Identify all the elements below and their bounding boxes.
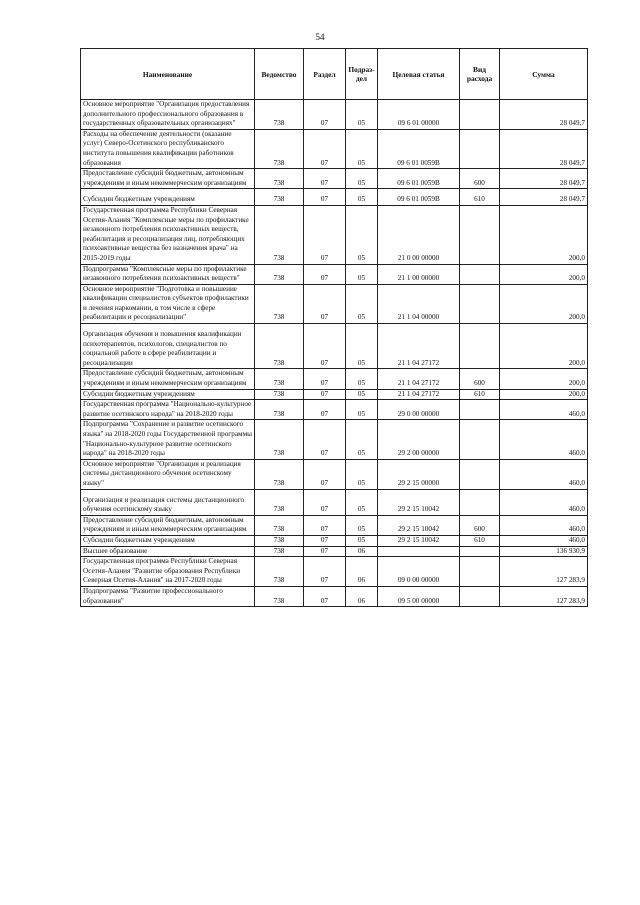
row-dept: 738 [255, 546, 304, 557]
table-row [81, 129, 588, 168]
row-section: 07 [304, 557, 346, 587]
row-dept: 738 [255, 586, 304, 606]
row-section: 07 [304, 400, 346, 420]
row-exp-type [460, 546, 500, 557]
row-sum: 127 283,9 [500, 557, 588, 587]
row-name: Субсидии бюджетным учреждениям [81, 535, 255, 546]
row-dept: 738 [255, 459, 304, 489]
row-subsection: 06 [346, 586, 378, 606]
row-sum: 200,0 [500, 389, 588, 400]
row-dept: 738 [255, 557, 304, 587]
row-name: Организация и реализация системы дистанционного обучения осетинскому языку [81, 489, 255, 515]
row-dept: 738 [255, 515, 304, 535]
row-exp-type [460, 459, 500, 489]
row-target: 29 2 15 00000 [378, 459, 460, 489]
row-sum: 460,0 [500, 400, 588, 420]
row-dept: 738 [255, 189, 304, 206]
row-exp-type [460, 586, 500, 606]
row-section: 07 [304, 489, 346, 515]
row-sum: 28 049,7 [500, 100, 588, 130]
row-sum: 136 930,9 [500, 546, 588, 557]
row-target: 29 2 15 10042 [378, 515, 460, 535]
row-dept: 738 [255, 535, 304, 546]
table-body [81, 100, 588, 607]
row-subsection: 05 [346, 389, 378, 400]
row-name: Подпрограмма "Развитие профессионального образования" [81, 586, 255, 606]
row-section: 07 [304, 459, 346, 489]
row-name: Организация обучения и повышения квалификации психотерапевтов, психологов, специалистов по социальной работе в сфере реабилитации и ресоциализации [81, 324, 255, 369]
table-row [81, 586, 588, 606]
row-dept: 738 [255, 489, 304, 515]
row-subsection: 05 [346, 205, 378, 264]
row-sum: 460,0 [500, 535, 588, 546]
row-target: 21 1 00 00000 [378, 264, 460, 284]
row-section: 07 [304, 100, 346, 130]
row-exp-type [460, 489, 500, 515]
row-sum: 460,0 [500, 459, 588, 489]
row-target: 09 6 01 0059В [378, 129, 460, 168]
table-row [81, 420, 588, 459]
row-subsection: 06 [346, 557, 378, 587]
row-name: Предоставление субсидий бюджетным, автономным учреждениям и иным некоммерческим организациям [81, 169, 255, 189]
table-row [81, 535, 588, 546]
row-section: 07 [304, 389, 346, 400]
row-sum: 200,0 [500, 284, 588, 323]
row-name: Государственная программа Республики Северная Осетия-Алания "Комплексные меры по профилактике незаконного потребления психоактивных веществ, реабилитация и ресоциализация лиц, потребляющих психоактивные вещества без назначения врача" на 2015-2019 годы [81, 205, 255, 264]
budget-table [80, 48, 588, 607]
table-row [81, 459, 588, 489]
row-target: 21 0 00 00000 [378, 205, 460, 264]
row-sum: 28 049,7 [500, 189, 588, 206]
row-dept: 738 [255, 284, 304, 323]
header-dept: Ведомство [255, 49, 304, 100]
row-exp-type [460, 400, 500, 420]
table-header-row [81, 49, 588, 100]
row-dept: 738 [255, 129, 304, 168]
row-section: 07 [304, 586, 346, 606]
row-name: Предоставление субсидий бюджетным, автономным учреждениям и иным некоммерческим организациям [81, 515, 255, 535]
table-row [81, 284, 588, 323]
header-section: Раздел [304, 49, 346, 100]
row-subsection: 05 [346, 535, 378, 546]
row-exp-type: 610 [460, 389, 500, 400]
row-dept: 738 [255, 205, 304, 264]
row-subsection: 05 [346, 515, 378, 535]
row-sum: 200,0 [500, 324, 588, 369]
row-target: 21 1 04 27172 [378, 389, 460, 400]
row-dept: 738 [255, 169, 304, 189]
row-name: Предоставление субсидий бюджетным, автономным учреждениям и иным некоммерческим организациям [81, 369, 255, 389]
table-row [81, 100, 588, 130]
row-exp-type [460, 129, 500, 168]
table-row [81, 324, 588, 369]
row-name: Субсидии бюджетным учреждениям [81, 189, 255, 206]
row-name: Субсидии бюджетным учреждениям [81, 389, 255, 400]
row-exp-type: 610 [460, 189, 500, 206]
row-subsection: 06 [346, 546, 378, 557]
row-exp-type: 600 [460, 369, 500, 389]
row-sum: 28 049,7 [500, 169, 588, 189]
page-number: 54 [315, 32, 325, 42]
row-subsection: 05 [346, 129, 378, 168]
row-section: 07 [304, 129, 346, 168]
row-name: Государственная программа "Национально-культурное развитие осетинского народа" на 2018-2020 годы [81, 400, 255, 420]
header-exp-type: Вид расхода [460, 49, 500, 100]
row-exp-type [460, 324, 500, 369]
header-name: Наименование [81, 49, 255, 100]
row-name: Основное мероприятие "Организация и реализация системы дистанционного обучения осетинскому языку" [81, 459, 255, 489]
row-section: 07 [304, 205, 346, 264]
row-name: Основное мероприятие "Подготовка и повышение квалификации специалистов субъектов профилактики и лечения наркомании, в том числе в сфере реабилитации и ресоциализации" [81, 284, 255, 323]
row-section: 07 [304, 189, 346, 206]
row-subsection: 05 [346, 264, 378, 284]
row-target: 29 2 00 00000 [378, 420, 460, 459]
row-name: Расходы на обеспечение деятельности (оказание услуг) Северо-Осетинского республиканского института повышения квалификации работников образования [81, 129, 255, 168]
table-row [81, 400, 588, 420]
row-name: Подпрограмма "Сохранение и развитие осетинского языка" на 2018-2020 годы Государственной программы "Национально-культурное развитие осетинского народа" на 2018-2020 годы [81, 420, 255, 459]
table-row [81, 515, 588, 535]
row-subsection: 05 [346, 369, 378, 389]
row-exp-type: 610 [460, 535, 500, 546]
row-dept: 738 [255, 369, 304, 389]
row-dept: 738 [255, 389, 304, 400]
table-row [81, 264, 588, 284]
row-section: 07 [304, 546, 346, 557]
row-target: 29 2 15 10042 [378, 535, 460, 546]
row-name: Государственная программа Республики Северная Осетия-Алания "Развитие образования Республики Северная Осетия-Алания" на 2017-2020 годы [81, 557, 255, 587]
row-target [378, 546, 460, 557]
row-exp-type: 600 [460, 515, 500, 535]
row-section: 07 [304, 369, 346, 389]
row-dept: 738 [255, 420, 304, 459]
row-sum: 200,0 [500, 205, 588, 264]
header-sum: Сумма [500, 49, 588, 100]
row-sum: 127 283,9 [500, 586, 588, 606]
row-dept: 738 [255, 264, 304, 284]
row-target: 21 1 04 00000 [378, 284, 460, 323]
row-subsection: 05 [346, 420, 378, 459]
row-target: 09 0 00 00000 [378, 557, 460, 587]
row-subsection: 05 [346, 489, 378, 515]
row-dept: 738 [255, 324, 304, 369]
row-section: 07 [304, 324, 346, 369]
header-target: Целевая статья [378, 49, 460, 100]
row-subsection: 05 [346, 284, 378, 323]
table-row [81, 169, 588, 189]
row-subsection: 05 [346, 100, 378, 130]
row-exp-type [460, 420, 500, 459]
row-exp-type: 600 [460, 169, 500, 189]
row-section: 07 [304, 515, 346, 535]
table-row [81, 389, 588, 400]
row-exp-type [460, 264, 500, 284]
row-target: 09 5 00 00000 [378, 586, 460, 606]
table-row [81, 205, 588, 264]
row-target: 29 2 15 10042 [378, 489, 460, 515]
row-name: Основное мероприятие "Организация предоставления дополнительного профессионального образования в государственных образовательных организациях" [81, 100, 255, 130]
row-subsection: 05 [346, 169, 378, 189]
row-dept: 738 [255, 100, 304, 130]
row-exp-type [460, 100, 500, 130]
table-row [81, 546, 588, 557]
row-name: Высшее образование [81, 546, 255, 557]
row-sum: 460,0 [500, 420, 588, 459]
row-subsection: 05 [346, 400, 378, 420]
row-target: 09 6 01 0059В [378, 189, 460, 206]
row-target: 29 0 00 00000 [378, 400, 460, 420]
row-section: 07 [304, 284, 346, 323]
row-target: 09 6 01 00000 [378, 100, 460, 130]
table-row [81, 557, 588, 587]
row-subsection: 05 [346, 189, 378, 206]
row-sum: 460,0 [500, 515, 588, 535]
row-exp-type [460, 205, 500, 264]
row-target: 21 1 04 27172 [378, 369, 460, 389]
row-section: 07 [304, 169, 346, 189]
row-target: 09 6 01 0059В [378, 169, 460, 189]
row-name: Подпрограмма "Комплексные меры по профилактике незаконного потребления психоактивных веществ" [81, 264, 255, 284]
row-section: 07 [304, 535, 346, 546]
table-row [81, 189, 588, 206]
row-sum: 200,0 [500, 369, 588, 389]
row-section: 07 [304, 264, 346, 284]
table-row [81, 489, 588, 515]
row-subsection: 05 [346, 324, 378, 369]
row-exp-type [460, 284, 500, 323]
row-target: 21 1 04 27172 [378, 324, 460, 369]
row-sum: 200,0 [500, 264, 588, 284]
row-sum: 460,0 [500, 489, 588, 515]
header-subsection: Подраз-дел [346, 49, 378, 100]
row-sum: 28 049,7 [500, 129, 588, 168]
row-subsection: 05 [346, 459, 378, 489]
row-dept: 738 [255, 400, 304, 420]
row-exp-type [460, 557, 500, 587]
table-row [81, 369, 588, 389]
row-section: 07 [304, 420, 346, 459]
